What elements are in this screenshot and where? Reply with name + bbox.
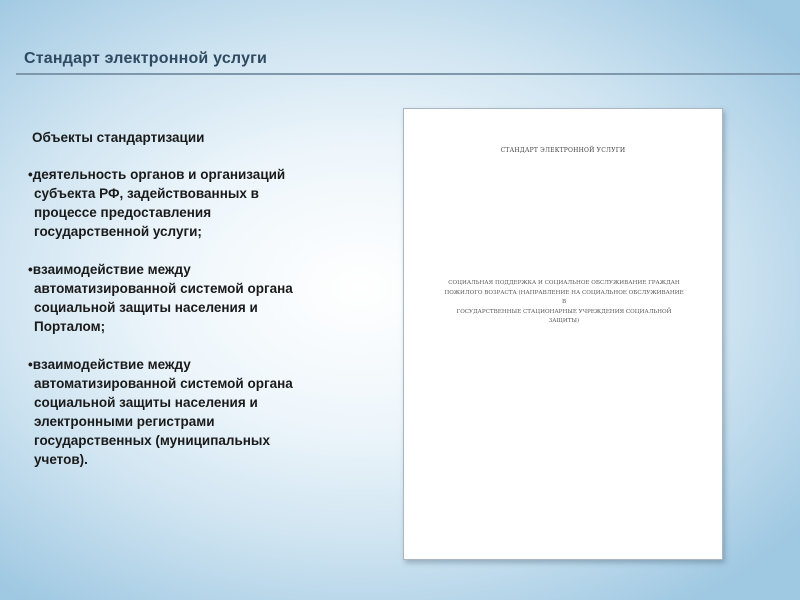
bullet-list bbox=[28, 165, 348, 469]
list-item bbox=[28, 165, 348, 241]
list-item bbox=[28, 355, 348, 469]
bullet-dot-icon: • bbox=[28, 262, 33, 277]
list-item-text: взаимодействие между автоматизированной системой органа социальной защиты населения и электронными регистрами государственных (муниципальных учетов). bbox=[32, 357, 293, 467]
document-page-image bbox=[403, 108, 723, 560]
title-divider bbox=[16, 73, 800, 75]
bullet-dot-icon: • bbox=[28, 357, 33, 372]
list-item-text: деятельность органов и организаций субъекта РФ, задействованных в процессе предоставления государственной услуги; bbox=[32, 167, 286, 239]
content-heading: Объекты стандартизации bbox=[32, 130, 205, 145]
list-item bbox=[28, 260, 348, 336]
content-block bbox=[28, 130, 348, 488]
document-heading: СТАНДАРТ ЭЛЕКТРОННОЙ УСЛУГИ bbox=[500, 147, 626, 154]
slide-title: Стандарт электронной услуги bbox=[24, 50, 268, 67]
list-item-text: взаимодействие между автоматизированной системой органа социальной защиты населения и Порталом; bbox=[32, 262, 293, 334]
document-body-text: СОЦИАЛЬНАЯ ПОДДЕРЖКА И СОЦИАЛЬНОЕ ОБСЛУЖИВАНИЕ ГРАЖДАН ПОЖИЛОГО ВОЗРАСТА (НАПРАВЛЕНИЕ НА СОЦИАЛЬНОЕ ОБСЛУЖИВАНИЕ В ГОСУДАРСТВЕННЫЕ СТАЦИОНАРНЫЕ УЧРЕЖДЕНИЯ СОЦИАЛЬНОЙ ЗАЩИТЫ) bbox=[444, 280, 684, 324]
bullet-dot-icon: • bbox=[28, 167, 33, 182]
